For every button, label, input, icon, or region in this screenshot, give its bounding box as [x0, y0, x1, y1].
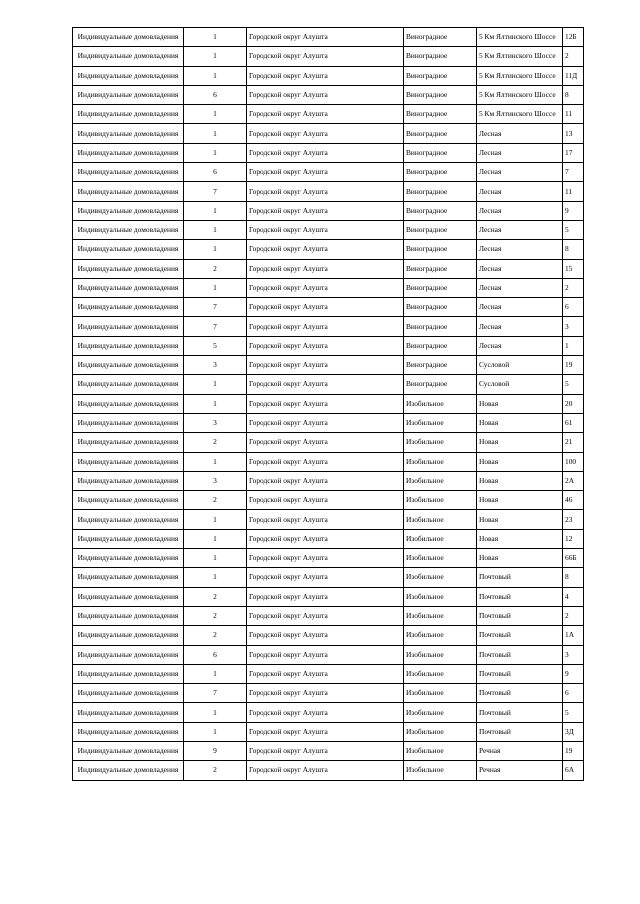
municipality-cell: Городской округ Алушта: [247, 587, 404, 606]
unit-count-cell: 6: [184, 85, 247, 104]
unit-count-cell: 2: [184, 606, 247, 625]
locality-cell: Изобильное: [404, 645, 477, 664]
street-cell: Новая: [477, 413, 563, 432]
unit-count-cell: 1: [184, 278, 247, 297]
table-row: [73, 182, 584, 201]
unit-count-cell: 1: [184, 722, 247, 741]
house-number-cell: 9: [563, 664, 584, 683]
table-row: [73, 741, 584, 760]
housing-type-cell: Индивидуальные домовладения: [73, 684, 184, 703]
street-cell: Почтовый: [477, 722, 563, 741]
locality-cell: Изобильное: [404, 606, 477, 625]
housing-type-cell: Индивидуальные домовладения: [73, 413, 184, 432]
unit-count-cell: 1: [184, 28, 247, 47]
street-cell: Почтовый: [477, 684, 563, 703]
table-row: [73, 703, 584, 722]
unit-count-cell: 9: [184, 741, 247, 760]
table-row: [73, 278, 584, 297]
house-number-cell: 19: [563, 356, 584, 375]
unit-count-cell: 1: [184, 510, 247, 529]
street-cell: Новая: [477, 394, 563, 413]
housing-type-cell: Индивидуальные домовладения: [73, 298, 184, 317]
table-row: [73, 684, 584, 703]
locality-cell: Изобильное: [404, 471, 477, 490]
locality-cell: Виноградное: [404, 163, 477, 182]
municipality-cell: Городской округ Алушта: [247, 336, 404, 355]
table-row: [73, 722, 584, 741]
street-cell: 5 Км Ялтинского Шоссе: [477, 47, 563, 66]
municipality-cell: Городской округ Алушта: [247, 664, 404, 683]
housing-type-cell: Индивидуальные домовладения: [73, 394, 184, 413]
locality-cell: Виноградное: [404, 220, 477, 239]
street-cell: Почтовый: [477, 568, 563, 587]
housing-type-cell: Индивидуальные домовладения: [73, 452, 184, 471]
table-row: [73, 510, 584, 529]
unit-count-cell: 1: [184, 143, 247, 162]
unit-count-cell: 1: [184, 568, 247, 587]
housing-type-cell: Индивидуальные домовладения: [73, 220, 184, 239]
housing-type-cell: Индивидуальные домовладения: [73, 240, 184, 259]
street-cell: Лесная: [477, 182, 563, 201]
street-cell: Лесная: [477, 124, 563, 143]
locality-cell: Изобильное: [404, 741, 477, 760]
locality-cell: Изобильное: [404, 568, 477, 587]
house-number-cell: 9: [563, 201, 584, 220]
house-number-cell: 5: [563, 375, 584, 394]
street-cell: Лесная: [477, 317, 563, 336]
unit-count-cell: 2: [184, 626, 247, 645]
municipality-cell: Городской округ Алушта: [247, 703, 404, 722]
street-cell: Новая: [477, 433, 563, 452]
table-row: [73, 298, 584, 317]
municipality-cell: Городской округ Алушта: [247, 298, 404, 317]
document-page: [72, 27, 583, 781]
table-row: [73, 471, 584, 490]
unit-count-cell: 1: [184, 124, 247, 143]
house-number-cell: 7: [563, 163, 584, 182]
municipality-cell: Городской округ Алушта: [247, 124, 404, 143]
table-row: [73, 664, 584, 683]
municipality-cell: Городской округ Алушта: [247, 356, 404, 375]
locality-cell: Изобильное: [404, 413, 477, 432]
municipality-cell: Городской округ Алушта: [247, 761, 404, 780]
housing-type-cell: Индивидуальные домовладения: [73, 66, 184, 85]
street-cell: Новая: [477, 491, 563, 510]
municipality-cell: Городской округ Алушта: [247, 741, 404, 760]
table-row: [73, 413, 584, 432]
locality-cell: Изобильное: [404, 761, 477, 780]
street-cell: Лесная: [477, 336, 563, 355]
housing-type-cell: Индивидуальные домовладения: [73, 47, 184, 66]
table-row: [73, 356, 584, 375]
locality-cell: Изобильное: [404, 549, 477, 568]
locality-cell: Виноградное: [404, 317, 477, 336]
unit-count-cell: 3: [184, 413, 247, 432]
municipality-cell: Городской округ Алушта: [247, 452, 404, 471]
municipality-cell: Городской округ Алушта: [247, 240, 404, 259]
street-cell: Почтовый: [477, 645, 563, 664]
house-number-cell: 46: [563, 491, 584, 510]
locality-cell: Виноградное: [404, 201, 477, 220]
house-number-cell: 6А: [563, 761, 584, 780]
housing-type-cell: Индивидуальные домовладения: [73, 85, 184, 104]
housing-type-cell: Индивидуальные домовладения: [73, 433, 184, 452]
house-number-cell: 66Б: [563, 549, 584, 568]
municipality-cell: Городской округ Алушта: [247, 722, 404, 741]
street-cell: Новая: [477, 549, 563, 568]
housing-type-cell: Индивидуальные домовладения: [73, 336, 184, 355]
street-cell: Лесная: [477, 278, 563, 297]
housing-type-cell: Индивидуальные домовладения: [73, 741, 184, 760]
municipality-cell: Городской округ Алушта: [247, 201, 404, 220]
locality-cell: Изобильное: [404, 529, 477, 548]
locality-cell: Виноградное: [404, 240, 477, 259]
housing-type-cell: Индивидуальные домовладения: [73, 510, 184, 529]
municipality-cell: Городской округ Алушта: [247, 433, 404, 452]
locality-cell: Виноградное: [404, 124, 477, 143]
house-number-cell: 2: [563, 278, 584, 297]
housing-type-cell: Индивидуальные домовладения: [73, 722, 184, 741]
table-row: [73, 201, 584, 220]
table-row: [73, 761, 584, 780]
unit-count-cell: 1: [184, 240, 247, 259]
locality-cell: Виноградное: [404, 375, 477, 394]
street-cell: Новая: [477, 471, 563, 490]
municipality-cell: Городской округ Алушта: [247, 491, 404, 510]
housing-type-cell: Индивидуальные домовладения: [73, 529, 184, 548]
locality-cell: Изобильное: [404, 394, 477, 413]
house-number-cell: 3Д: [563, 722, 584, 741]
address-table-body: [73, 28, 584, 781]
municipality-cell: Городской округ Алушта: [247, 549, 404, 568]
housing-type-cell: Индивидуальные домовладения: [73, 317, 184, 336]
municipality-cell: Городской округ Алушта: [247, 413, 404, 432]
table-row: [73, 85, 584, 104]
locality-cell: Изобильное: [404, 433, 477, 452]
housing-type-cell: Индивидуальные домовладения: [73, 491, 184, 510]
street-cell: Лесная: [477, 220, 563, 239]
housing-type-cell: Индивидуальные домовладения: [73, 278, 184, 297]
municipality-cell: Городской округ Алушта: [247, 47, 404, 66]
locality-cell: Изобильное: [404, 491, 477, 510]
street-cell: Новая: [477, 510, 563, 529]
housing-type-cell: Индивидуальные домовладения: [73, 163, 184, 182]
table-row: [73, 626, 584, 645]
unit-count-cell: 1: [184, 66, 247, 85]
street-cell: Лесная: [477, 201, 563, 220]
table-row: [73, 240, 584, 259]
house-number-cell: 4: [563, 587, 584, 606]
housing-type-cell: Индивидуальные домовладения: [73, 761, 184, 780]
table-row: [73, 394, 584, 413]
municipality-cell: Городской округ Алушта: [247, 471, 404, 490]
housing-type-cell: Индивидуальные домовладения: [73, 182, 184, 201]
locality-cell: Изобильное: [404, 722, 477, 741]
locality-cell: Виноградное: [404, 105, 477, 124]
housing-type-cell: Индивидуальные домовладения: [73, 587, 184, 606]
municipality-cell: Городской округ Алушта: [247, 143, 404, 162]
municipality-cell: Городской округ Алушта: [247, 375, 404, 394]
housing-type-cell: Индивидуальные домовладения: [73, 626, 184, 645]
unit-count-cell: 7: [184, 684, 247, 703]
locality-cell: Виноградное: [404, 356, 477, 375]
street-cell: Лесная: [477, 259, 563, 278]
table-row: [73, 220, 584, 239]
housing-type-cell: Индивидуальные домовладения: [73, 375, 184, 394]
unit-count-cell: 1: [184, 105, 247, 124]
unit-count-cell: 1: [184, 549, 247, 568]
table-row: [73, 606, 584, 625]
municipality-cell: Городской округ Алушта: [247, 317, 404, 336]
unit-count-cell: 5: [184, 336, 247, 355]
house-number-cell: 20: [563, 394, 584, 413]
locality-cell: Виноградное: [404, 85, 477, 104]
housing-type-cell: Индивидуальные домовладения: [73, 105, 184, 124]
house-number-cell: 3: [563, 645, 584, 664]
table-row: [73, 124, 584, 143]
street-cell: Лесная: [477, 163, 563, 182]
house-number-cell: 11Д: [563, 66, 584, 85]
locality-cell: Виноградное: [404, 47, 477, 66]
table-row: [73, 645, 584, 664]
unit-count-cell: 2: [184, 761, 247, 780]
table-row: [73, 491, 584, 510]
housing-type-cell: Индивидуальные домовладения: [73, 549, 184, 568]
unit-count-cell: 2: [184, 259, 247, 278]
table-row: [73, 259, 584, 278]
unit-count-cell: 1: [184, 375, 247, 394]
housing-type-cell: Индивидуальные домовладения: [73, 259, 184, 278]
house-number-cell: 11: [563, 182, 584, 201]
house-number-cell: 1: [563, 336, 584, 355]
unit-count-cell: 6: [184, 163, 247, 182]
house-number-cell: 2: [563, 606, 584, 625]
locality-cell: Виноградное: [404, 143, 477, 162]
locality-cell: Виноградное: [404, 259, 477, 278]
locality-cell: Изобильное: [404, 684, 477, 703]
house-number-cell: 61: [563, 413, 584, 432]
unit-count-cell: 1: [184, 664, 247, 683]
house-number-cell: 11: [563, 105, 584, 124]
housing-type-cell: Индивидуальные домовладения: [73, 645, 184, 664]
municipality-cell: Городской округ Алушта: [247, 606, 404, 625]
house-number-cell: 12Б: [563, 28, 584, 47]
locality-cell: Виноградное: [404, 336, 477, 355]
housing-type-cell: Индивидуальные домовладения: [73, 606, 184, 625]
municipality-cell: Городской округ Алушта: [247, 85, 404, 104]
street-cell: 5 Км Ялтинского Шоссе: [477, 105, 563, 124]
unit-count-cell: 1: [184, 703, 247, 722]
unit-count-cell: 7: [184, 182, 247, 201]
housing-type-cell: Индивидуальные домовладения: [73, 28, 184, 47]
unit-count-cell: 2: [184, 433, 247, 452]
locality-cell: Изобильное: [404, 626, 477, 645]
street-cell: 5 Км Ялтинского Шоссе: [477, 66, 563, 85]
house-number-cell: 17: [563, 143, 584, 162]
street-cell: Сусловой: [477, 356, 563, 375]
table-row: [73, 529, 584, 548]
unit-count-cell: 1: [184, 394, 247, 413]
municipality-cell: Городской округ Алушта: [247, 182, 404, 201]
table-row: [73, 105, 584, 124]
municipality-cell: Городской округ Алушта: [247, 568, 404, 587]
unit-count-cell: 3: [184, 356, 247, 375]
street-cell: Почтовый: [477, 626, 563, 645]
locality-cell: Изобильное: [404, 510, 477, 529]
street-cell: Новая: [477, 529, 563, 548]
house-number-cell: 2А: [563, 471, 584, 490]
unit-count-cell: 6: [184, 645, 247, 664]
municipality-cell: Городской округ Алушта: [247, 626, 404, 645]
street-cell: Речная: [477, 761, 563, 780]
house-number-cell: 2: [563, 47, 584, 66]
unit-count-cell: 7: [184, 298, 247, 317]
house-number-cell: 6: [563, 684, 584, 703]
municipality-cell: Городской округ Алушта: [247, 645, 404, 664]
table-row: [73, 317, 584, 336]
house-number-cell: 15: [563, 259, 584, 278]
table-row: [73, 375, 584, 394]
municipality-cell: Городской округ Алушта: [247, 28, 404, 47]
locality-cell: Изобильное: [404, 587, 477, 606]
street-cell: Сусловой: [477, 375, 563, 394]
locality-cell: Виноградное: [404, 182, 477, 201]
locality-cell: Виноградное: [404, 66, 477, 85]
locality-cell: Виноградное: [404, 278, 477, 297]
table-row: [73, 587, 584, 606]
street-cell: Новая: [477, 452, 563, 471]
municipality-cell: Городской округ Алушта: [247, 394, 404, 413]
municipality-cell: Городской округ Алушта: [247, 163, 404, 182]
address-table: [72, 27, 584, 781]
house-number-cell: 12: [563, 529, 584, 548]
housing-type-cell: Индивидуальные домовладения: [73, 703, 184, 722]
municipality-cell: Городской округ Алушта: [247, 220, 404, 239]
house-number-cell: 5: [563, 220, 584, 239]
table-row: [73, 28, 584, 47]
table-row: [73, 336, 584, 355]
table-row: [73, 433, 584, 452]
municipality-cell: Городской округ Алушта: [247, 684, 404, 703]
table-row: [73, 549, 584, 568]
street-cell: Речная: [477, 741, 563, 760]
housing-type-cell: Индивидуальные домовладения: [73, 568, 184, 587]
house-number-cell: 3: [563, 317, 584, 336]
street-cell: Лесная: [477, 298, 563, 317]
street-cell: 5 Км Ялтинского Шоссе: [477, 28, 563, 47]
street-cell: Почтовый: [477, 587, 563, 606]
unit-count-cell: 1: [184, 47, 247, 66]
municipality-cell: Городской округ Алушта: [247, 105, 404, 124]
unit-count-cell: 1: [184, 529, 247, 548]
housing-type-cell: Индивидуальные домовладения: [73, 201, 184, 220]
house-number-cell: 1А: [563, 626, 584, 645]
table-row: [73, 47, 584, 66]
unit-count-cell: 1: [184, 452, 247, 471]
municipality-cell: Городской округ Алушта: [247, 66, 404, 85]
unit-count-cell: 1: [184, 201, 247, 220]
house-number-cell: 21: [563, 433, 584, 452]
street-cell: Почтовый: [477, 664, 563, 683]
unit-count-cell: 7: [184, 317, 247, 336]
locality-cell: Изобильное: [404, 703, 477, 722]
housing-type-cell: Индивидуальные домовладения: [73, 471, 184, 490]
municipality-cell: Городской округ Алушта: [247, 510, 404, 529]
street-cell: Почтовый: [477, 606, 563, 625]
house-number-cell: 100: [563, 452, 584, 471]
unit-count-cell: 2: [184, 491, 247, 510]
table-row: [73, 163, 584, 182]
locality-cell: Виноградное: [404, 298, 477, 317]
house-number-cell: 13: [563, 124, 584, 143]
house-number-cell: 8: [563, 568, 584, 587]
street-cell: Лесная: [477, 143, 563, 162]
housing-type-cell: Индивидуальные домовладения: [73, 124, 184, 143]
table-row: [73, 568, 584, 587]
house-number-cell: 8: [563, 85, 584, 104]
table-row: [73, 452, 584, 471]
municipality-cell: Городской округ Алушта: [247, 259, 404, 278]
housing-type-cell: Индивидуальные домовладения: [73, 356, 184, 375]
street-cell: Почтовый: [477, 703, 563, 722]
unit-count-cell: 1: [184, 220, 247, 239]
municipality-cell: Городской округ Алушта: [247, 529, 404, 548]
locality-cell: Изобильное: [404, 452, 477, 471]
street-cell: Лесная: [477, 240, 563, 259]
housing-type-cell: Индивидуальные домовладения: [73, 664, 184, 683]
municipality-cell: Городской округ Алушта: [247, 278, 404, 297]
table-row: [73, 143, 584, 162]
house-number-cell: 8: [563, 240, 584, 259]
street-cell: 5 Км Ялтинского Шоссе: [477, 85, 563, 104]
house-number-cell: 19: [563, 741, 584, 760]
house-number-cell: 5: [563, 703, 584, 722]
unit-count-cell: 2: [184, 587, 247, 606]
unit-count-cell: 3: [184, 471, 247, 490]
housing-type-cell: Индивидуальные домовладения: [73, 143, 184, 162]
house-number-cell: 23: [563, 510, 584, 529]
table-row: [73, 66, 584, 85]
locality-cell: Виноградное: [404, 28, 477, 47]
locality-cell: Изобильное: [404, 664, 477, 683]
house-number-cell: 6: [563, 298, 584, 317]
